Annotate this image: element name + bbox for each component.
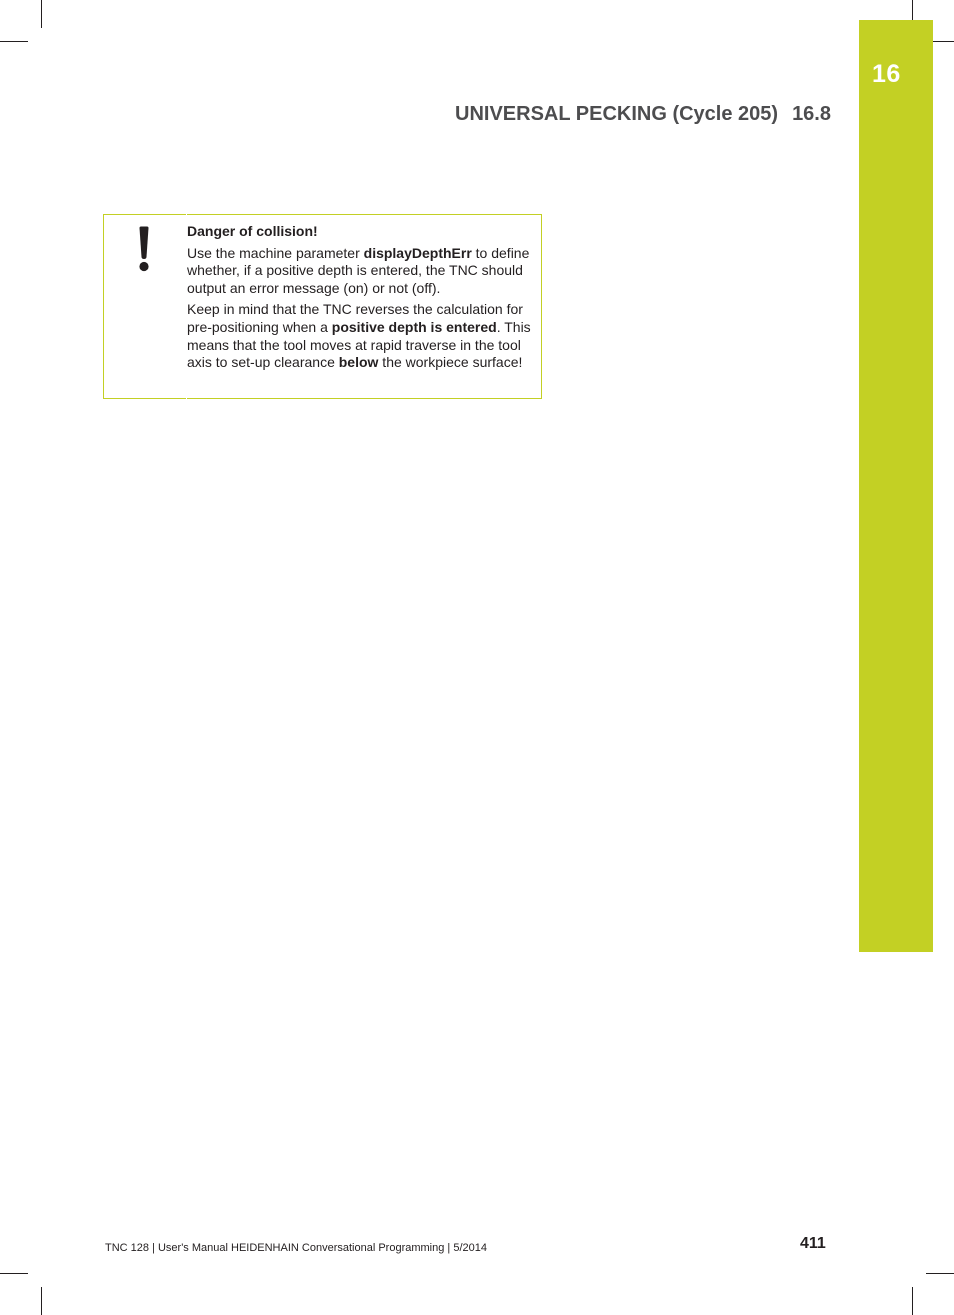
chapter-tab [859,20,933,952]
exclamation-warning-icon [137,226,151,272]
note-text: Keep in mind that the TNC reverses the calculation for pre-positioning when a [187,301,523,335]
crop-mark [0,1273,28,1274]
chapter-number: 16 [872,60,901,88]
note-content [187,223,537,376]
footer-text: TNC 128 | User's Manual HEIDENHAIN Conversational Programming | 5/2014 [105,1242,487,1254]
emphasis-text: positive depth is entered [331,318,497,335]
crop-mark [926,1273,954,1274]
note-text: Use the machine parameter [187,244,364,261]
crop-mark [41,1287,42,1315]
parameter-name: displayDepthErr [363,244,472,261]
crop-mark [0,41,28,42]
running-header [455,103,831,126]
note-paragraph-1 [187,245,537,298]
note-paragraph-2 [187,301,537,371]
warning-note [103,214,542,399]
section-number: 16.8 [792,103,831,125]
note-text: to define whether, if a positive depth is entered, the TNC should output an error message (on) or not (off). [187,244,530,296]
crop-mark [41,0,42,28]
crop-mark [912,1287,913,1315]
note-text: the workpiece surface! [378,354,523,371]
page-number: 411 [800,1235,826,1252]
section-title: UNIVERSAL PECKING (Cycle 205) [455,103,779,125]
note-title: Danger of collision! [187,223,318,239]
emphasis-text: below [338,354,379,371]
note-text: . This means that the tool moves at rapid traverse in the tool axis to set-up clearance [187,318,531,371]
